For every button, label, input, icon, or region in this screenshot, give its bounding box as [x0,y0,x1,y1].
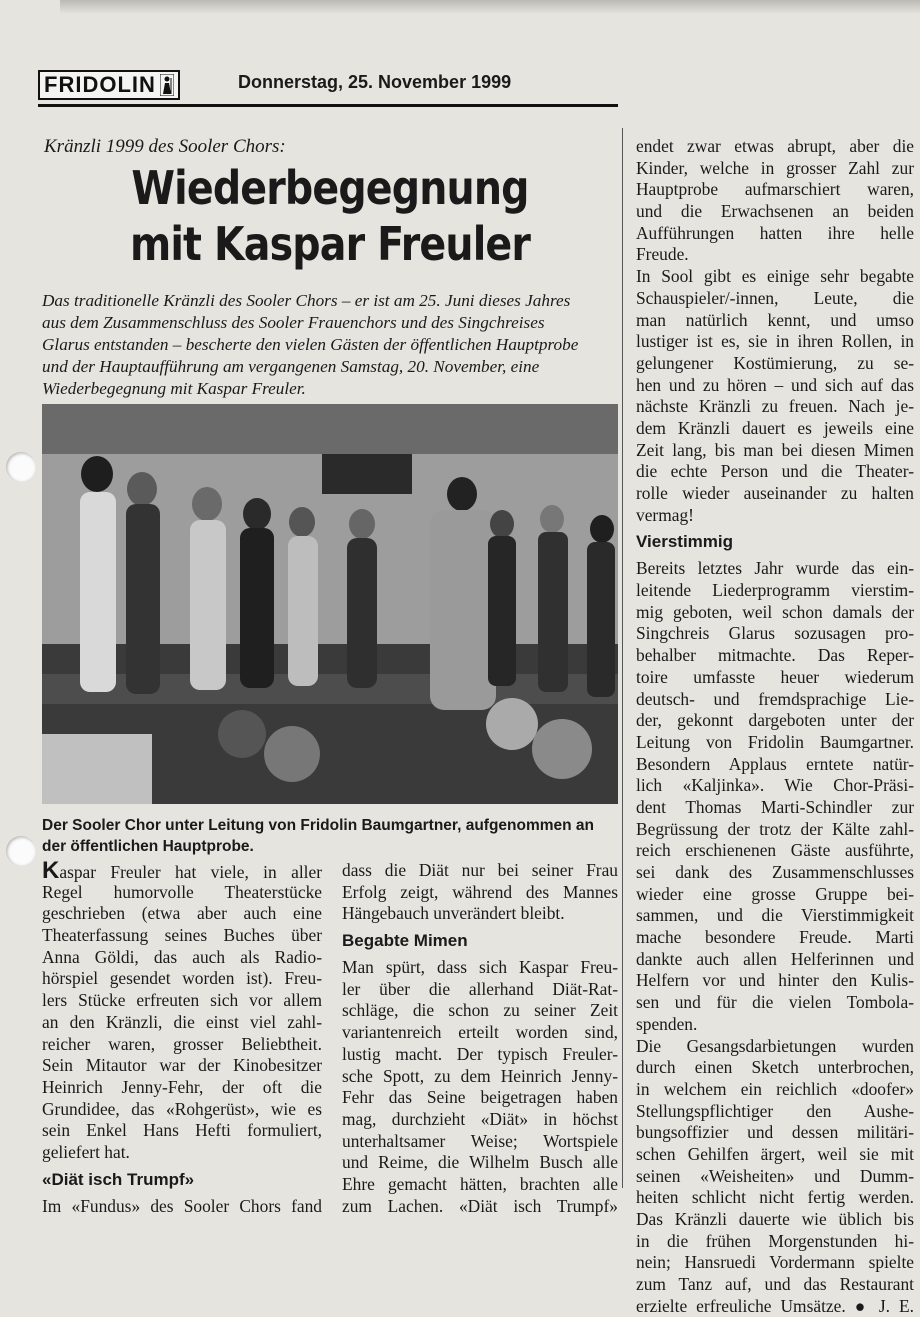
column-line: deutsch- und fremdsprachige Lie- [636,688,914,709]
column-line: sei dank des Zusammenschlusses [636,862,914,882]
paper-name: FRIDOLIN [44,72,156,97]
column-line: seinen «Weisheiten» und Dumm- [636,1165,914,1186]
column-line: spenden. [636,1013,698,1034]
punch-hole-bottom [6,836,36,866]
subheading: Vierstimmig [636,532,734,552]
fridolin-figure-icon [160,74,174,96]
column-line: nächste Kränzli zu freuen. Nach je- [636,396,914,417]
column-line: toire umfasste heuer wiederum [636,666,914,687]
column-line: der, gekonnt dargeboten unter der [636,710,914,731]
column-line: zum Lachen. «Diät isch Trumpf» [342,1195,618,1216]
column-line: Begrüssung der trotz der Kälte zahl- [636,818,914,839]
column-line: Helfern vor und hinter den Kulis- [636,970,914,991]
column-line: und Reime, die Wilhelm Busch alle [342,1152,618,1173]
column-line: Besondern Applaus erntete natür- [636,753,914,774]
issue-date: Donnerstag, 25. November 1999 [238,72,512,92]
column-line: lustig macht. Der typisch Freuler- [342,1043,618,1064]
column-line: hen und zu hören – und sich auf das [636,374,914,395]
article-column-3 [636,136,914,1317]
column-rule [622,128,623,1188]
lead-line: Das traditionelle Kränzli des Sooler Chors – er ist am 25. Juni dieses Jahres [42,291,571,310]
column-line: bungsoffizier und dessen militäri- [636,1122,914,1143]
column-line: dem Kränzli dauert es jeweils eine [636,417,914,438]
column-line: in die frühen Morgenstunden hi- [636,1230,914,1251]
column-line: Theaterfassung seines Buches über [42,925,322,946]
column-line-text: aspar Freuler hat viele, in aller [59,862,322,882]
column-line: rolle wieder auseinander zu halten [636,483,914,503]
masthead-rule [38,104,618,107]
column-line: leitende Liederprogramm vierstim- [636,580,914,601]
lead-line: aus dem Zusammenschluss des Sooler Frauenchors und des Singchreises [42,313,545,332]
stage-curtain [42,404,618,454]
top-bleed-strip [60,0,920,14]
column-line: gelungener Kostümierung, zu se- [636,352,914,373]
column-line: sche Spott, zu dem Heinrich Jenny- [342,1065,618,1086]
column-line: erzielte erfreuliche Umsätze. ● J. E. [636,1295,914,1316]
column-line: behalber mitmachte. Das Reper- [636,645,914,666]
column-line [42,857,322,884]
column-line: sen und für die vielen Tombola- [636,992,914,1013]
article-headline [81,160,580,272]
column-line: Im «Fundus» des Sooler Chors fand [42,1195,322,1216]
column-line: endet zwar etwas abrupt, aber die [636,136,914,156]
headline-line: Wiederbegegnung [131,161,529,215]
column-line: Sein Mitautor war der Kinobesitzer [42,1055,322,1076]
lead-line: Glarus entstanden – bescherte den vielen Gästen der öffentlichen Hauptprobe [42,335,579,354]
article-column-1 [42,857,322,1217]
column-line: an den Kränzli, die einst viel zahl- [42,1011,322,1032]
column-line: Das Kränzli dauerte wie üblich bis [636,1209,914,1229]
photo-caption [42,815,618,857]
column-line: Zeit lang, bis man bei diesen Mimen [636,439,914,460]
column-line: reich erschienenen Gäste ausführte, [636,840,914,861]
headline-line: mit Kaspar Freuler [129,217,531,271]
column-line: sammen, und die Vierstimmigkeit [636,905,914,926]
column-line: dass die Diät nur bei seiner Frau [342,860,618,880]
column-line: in welchem ein reichlich «doofer» [636,1078,914,1099]
column-line: Hängebauch unverändert bleibt. [342,903,565,924]
column-line: Fehr das Seine beigetragen haben [342,1087,618,1108]
column-line: Leitung von Fridolin Baumgartner. [636,731,914,752]
article-lead [42,290,616,400]
column-line: Singchreis Glarus sozusagen pro- [636,623,914,644]
column-line: lustiger ist es, sie in ihren Rollen, in [636,331,914,352]
column-line: Freude. [636,244,689,265]
column-line: Heinrich Jenny-Fehr, der oft die [42,1076,322,1097]
column-line: sein Enkel Hans Hefti formuliert, [42,1120,322,1141]
column-line: Erfolg zeigt, während des Mannes [342,881,618,902]
column-line: Bereits letztes Jahr wurde das ein- [636,558,914,579]
column-line: dent Thomas Marti-Schindler zur [636,796,914,817]
lead-line: Wiederbegegnung mit Kaspar Freuler. [42,379,306,398]
masthead [38,64,618,100]
subheading: «Diät isch Trumpf» [42,1169,195,1189]
column-line: Schauspieler/-innen, Leute, die [636,287,914,308]
column-line: dankte auch allen Helferinnen und [636,948,914,969]
caption-line: Der Sooler Chor unter Leitung von Fridolin Baumgartner, aufgenommen an [42,817,595,834]
column-line: Anna Göldi, das auch als Radio- [42,946,322,967]
column-line: heiten schlicht nicht fertig werden. [636,1187,914,1208]
punch-hole-top [6,452,36,482]
column-line: reicher waren, grosser Beliebtheit. [42,1033,322,1054]
column-line: lich «Kaljinka». Wie Chor-Präsi- [636,775,914,796]
column-line: variantenreich erteilt worden sind, [342,1022,618,1043]
column-line: geschrieben (etwa aber auch eine [42,903,322,924]
caption-line: der öffentlichen Hauptprobe. [42,838,254,855]
column-line: schen Gehilfen ärgert, weil sie mit [636,1143,914,1164]
column-line: Grundidee, das «Rohgerüst», wie es [42,1098,322,1119]
paper-logo [38,70,180,100]
column-line: mache besondere Freude. Marti [636,927,914,948]
lead-line: und der Hauptaufführung am vergangenen Samstag, 20. November, eine [42,357,540,376]
column-line: mag, durchzieht «Diät» in höchst [342,1108,618,1129]
stage-window [322,454,412,494]
column-line: Kinder, welche in grosser Zahl zur [636,157,914,178]
column-line: Die Gesangsdarbietungen wurden [636,1035,914,1056]
column-line: schläge, die schon zu seiner Zeit [342,1000,618,1021]
column-line: nein; Hansruedi Vordermann spielte [636,1252,914,1273]
article-column-2 [342,860,618,1217]
column-line: mig geboten, weil schon damals der [636,601,914,622]
subheading: Begabte Mimen [342,931,468,951]
column-line: Man spürt, dass sich Kaspar Freu- [342,957,618,978]
choir-photo [42,404,618,804]
column-line: vermag! [636,504,694,525]
column-line: Ehre gemacht hätten, brachten alle [342,1173,618,1194]
column-line: geliefert hat. [42,1141,130,1162]
column-line: Stellungspflichtiger den Aushe- [636,1100,914,1121]
column-line: Regel humorvolle Theaterstücke [42,881,322,902]
column-line: Aufführungen hatten ihre helle [636,222,914,243]
column-line: Hauptprobe aufmarschiert waren, [636,179,914,200]
column-line: durch einen Sketch unterbrochen, [636,1057,914,1078]
column-line: lers Stücke erfreuten sich vor allem [42,990,322,1011]
column-line: zum Tanz auf, und das Restaurant [636,1274,914,1295]
column-line: unterhaltsamer Weise; Wortspiele [342,1130,618,1151]
article-kicker: Kränzli 1999 des Sooler Chors: [44,136,286,157]
column-line: hörspiel gesendet worden ist). Freu- [42,968,322,989]
column-line: ler über die allerhand Diät-Rat- [342,978,618,999]
column-line: und die Erwachsenen an beiden [636,201,914,222]
column-line: wieder eine grosse Gruppe bei- [636,883,914,904]
drop-cap: K [42,857,60,884]
column-line: man natürlich kennt, und umso [636,309,914,330]
column-line: die echte Person und die Theater- [636,461,914,482]
column-line: In Sool gibt es einige sehr begabte [636,266,914,287]
